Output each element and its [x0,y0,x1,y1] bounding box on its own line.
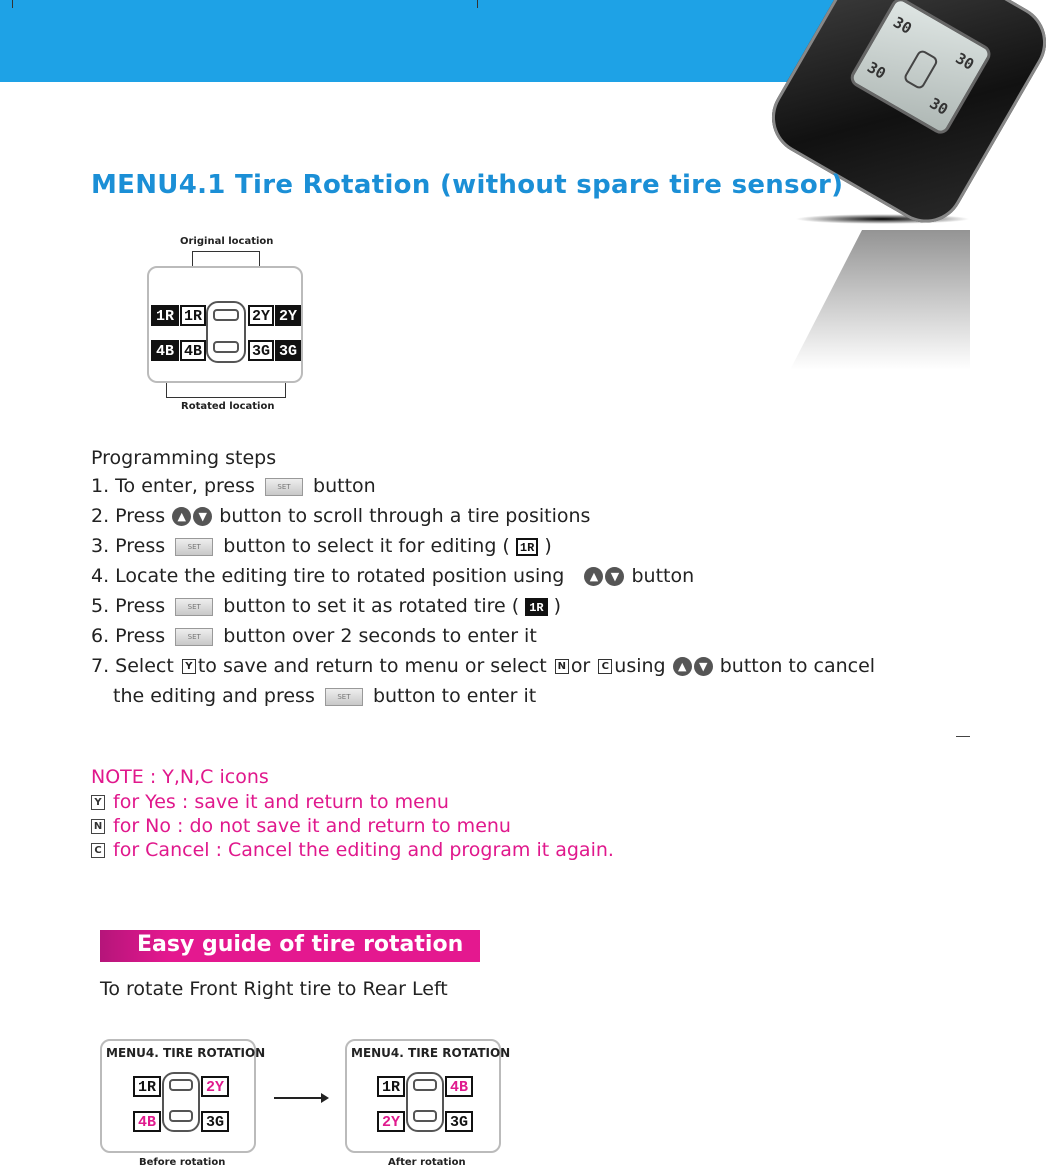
tire-tag: 3G [248,340,274,361]
down-button-icon: ▼ [694,657,713,676]
car-window [413,1110,437,1122]
rotated-location-label: Rotated location [181,401,275,412]
cancel-icon: C [91,843,105,858]
tire-tag: 2Y [248,305,274,326]
step-text: 2. Press [91,505,166,527]
note-item [91,790,449,814]
tire-tag: 2Y [275,305,301,326]
step-text: button over 2 seconds to enter it [223,625,537,647]
step-text: button to scroll through a tire positions [219,505,591,527]
car-window [213,341,239,353]
note-title: NOTE : Y,N,C icons [91,766,269,788]
yes-icon: Y [91,795,105,810]
original-location-label: Original location [180,236,274,247]
car-window [413,1079,437,1091]
step-text: using [614,655,666,677]
step-text: 5. Press [91,595,166,617]
lcd-value: 30 [890,13,915,38]
tire-tag-icon: 1R [516,538,538,556]
step-text: the editing and press [113,685,315,707]
step-text: or [570,655,591,677]
no-icon: N [91,819,105,834]
note-text: for Yes : save it and return to menu [113,791,449,813]
note-text: for No : do not save it and return to menu [113,815,511,837]
tire-tag: 4B [445,1076,473,1097]
yes-icon: Y [182,659,196,674]
tire-tag: 1R [151,305,179,326]
step-text: 3. Press [91,535,166,557]
down-button-icon: ▼ [605,567,624,586]
step-text: 7. Select [91,655,174,677]
guide-title: Easy guide of tire rotation [137,932,464,957]
tire-tag: 2Y [377,1111,405,1132]
car-icon [902,48,939,90]
step-text: ) [544,535,552,557]
step-text: 1. To enter, press [91,475,255,497]
set-button-icon: SET [325,688,363,706]
no-icon: N [555,659,569,674]
up-button-icon: ▲ [584,567,603,586]
crop-mark [477,0,478,8]
tire-tag: 4B [180,340,206,361]
tire-tag-icon: 1R [525,598,547,616]
crop-mark [956,736,970,737]
step-text: button [631,565,695,587]
step-text: button [313,475,376,497]
car-window [169,1110,193,1122]
step-4 [91,564,694,588]
step-text: button to select it for editing ( [223,535,510,557]
set-button-icon: SET [175,598,213,616]
device-reflection [790,230,970,370]
car-icon [162,1072,200,1132]
guide-subtitle: To rotate Front Right tire to Rear Left [100,978,448,1000]
device-lcd [847,0,994,137]
car-icon [206,301,246,363]
panel-caption: Before rotation [139,1157,226,1168]
tire-tag: 1R [180,305,206,326]
set-button-icon: SET [175,628,213,646]
note-text: for Cancel : Cancel the editing and program it again. [113,839,614,861]
down-button-icon: ▼ [193,507,212,526]
tire-tag: 3G [201,1111,229,1132]
crop-mark [12,0,13,8]
panel-title: MENU4. TIRE ROTATION [351,1046,511,1060]
arrow-icon [274,1097,324,1099]
arrow-head-icon [321,1093,329,1103]
tire-tag: 4B [151,340,179,361]
connector-line [192,251,260,252]
tire-tag: 1R [133,1076,161,1097]
step-6 [91,624,537,648]
lcd-value: 30 [926,94,952,119]
lcd-value: 30 [864,58,889,83]
panel-title: MENU4. TIRE ROTATION [106,1046,266,1060]
step-text: 6. Press [91,625,166,647]
tire-tag: 3G [445,1111,473,1132]
tire-tag: 3G [275,340,301,361]
up-button-icon: ▲ [673,657,692,676]
set-button-icon: SET [175,538,213,556]
step-text: button to set it as rotated tire ( [223,595,520,617]
guide-banner [100,930,480,962]
step-text: 4. Locate the editing tire to rotated position using [91,565,565,587]
set-button-icon: SET [265,478,303,496]
tire-tag: 1R [377,1076,405,1097]
step-text: button to cancel [719,655,876,677]
connector-line [166,397,286,398]
tire-tag: 2Y [201,1076,229,1097]
car-icon [406,1072,444,1132]
step-7-continued [113,684,536,708]
step-3 [91,534,552,558]
step-7 [91,654,875,678]
step-text: button to enter it [372,685,537,707]
steps-title: Programming steps [91,447,277,469]
note-item [91,838,614,862]
car-window [213,309,239,321]
step-2 [91,504,590,528]
step-text: to save and return to menu or select [197,655,547,677]
tire-tag: 4B [133,1111,161,1132]
device-body [758,0,1060,236]
panel-caption: After rotation [388,1157,466,1168]
car-window [169,1079,193,1091]
page-title: MENU4.1 Tire Rotation (without spare tire sensor) [91,170,844,200]
note-item [91,814,511,838]
cancel-icon: C [598,659,612,674]
step-1 [91,474,376,498]
step-text: ) [553,595,562,617]
step-5 [91,594,561,618]
up-button-icon: ▲ [172,507,191,526]
lcd-value: 30 [952,49,978,74]
